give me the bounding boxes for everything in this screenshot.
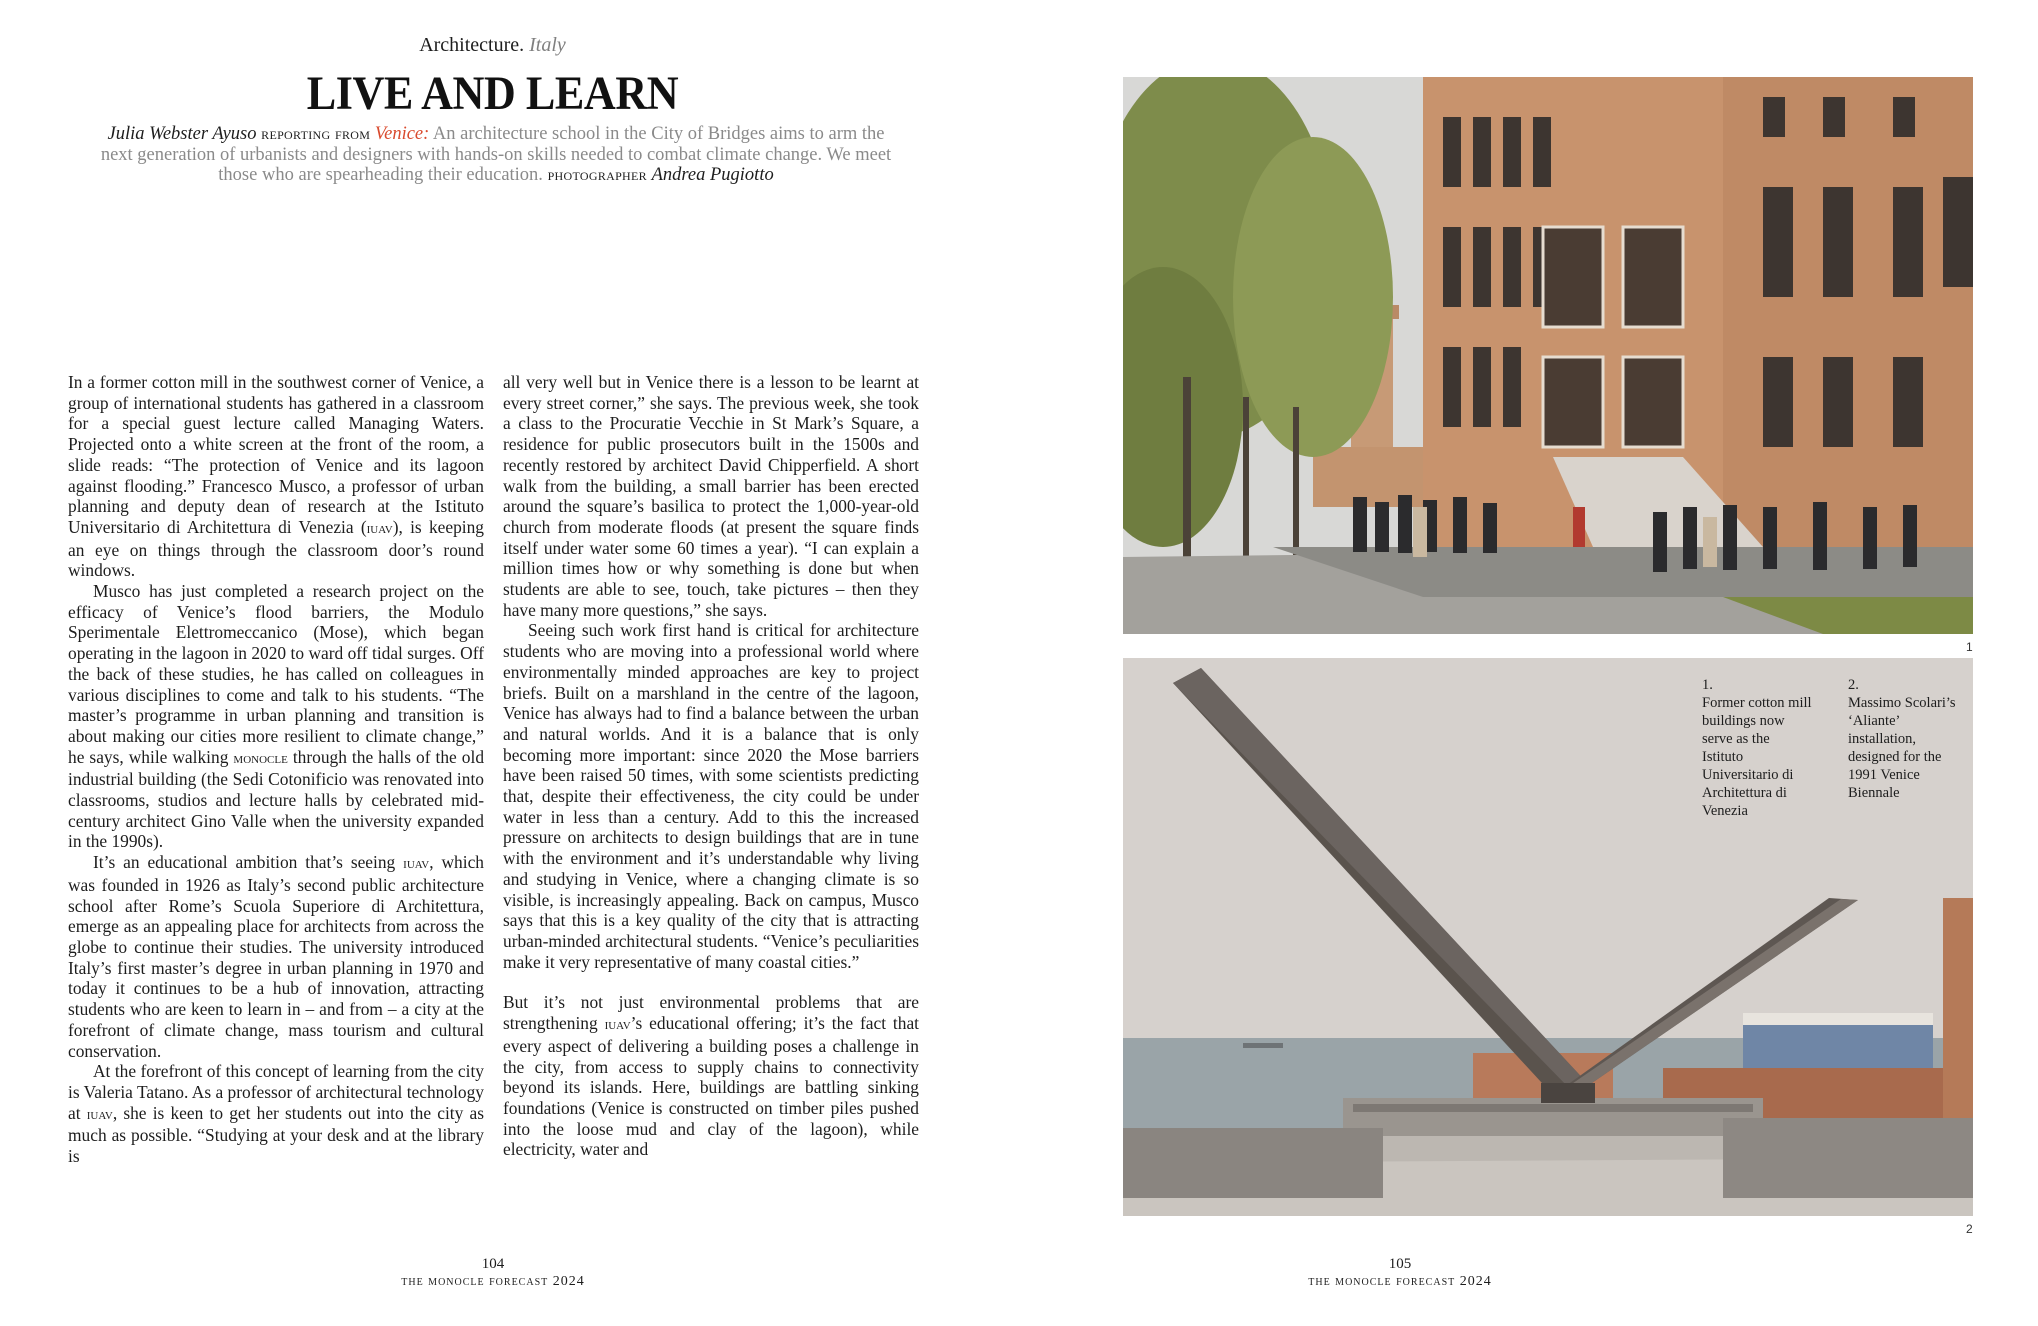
photo-cotton-mill-campus — [1123, 77, 1973, 634]
author-name: Julia Webster Ayuso — [107, 124, 257, 144]
caption-text: Former cotton mill buildings now serve as the Istituto Universitario di Architettura di Venezia — [1702, 695, 1812, 819]
section-kicker — [0, 34, 985, 57]
abbr-iuav: iuav — [604, 1016, 631, 1034]
right-page — [1019, 0, 2038, 1326]
photo-number-2: 2 — [1966, 1222, 1973, 1236]
caption-text: Massimo Scolari’s ‘Aliante’ installation, designed for the 1991 Venice Biennale — [1848, 695, 1956, 801]
photo-caption-2 — [1848, 676, 1960, 802]
folio-left — [328, 1256, 658, 1290]
folio-right — [1235, 1256, 1565, 1290]
body-column-1 — [68, 372, 484, 1167]
photo-caption-1 — [1702, 676, 1814, 820]
magazine-title: the monocle forecast 2024 — [401, 1274, 585, 1289]
standfirst — [92, 124, 900, 186]
magazine-title: the monocle forecast 2024 — [1308, 1274, 1492, 1289]
section-label: Architecture. — [419, 34, 525, 56]
paragraph: Seeing such work first hand is critical for architecture students who are moving into a professional world where environmentally minded approaches are key to project briefs. Built on a marshland in the centre of the lagoon, Venice has always had to find a balance between the urban and natural worlds. And it is a balance that is only becoming more important: since 2020 the Mose barriers have been raised 50 times, with some scientists predicting that, despite their effectiveness, the city could be under water in less than a century. Add to this the increased pressure on architects to design buildings that are in tune with the environment and it’s understandable why living and studying in Venice, where a changing climate is so visible, is increasingly appealing. Back on campus, Musco says that this is a key quality of the city that is attracting urban-minded architectural students. “Venice’s peculiarities make it very representative of many coastal cities.” — [503, 620, 919, 972]
abbr-iuav: iuav — [403, 855, 430, 873]
paragraph: At the forefront of this concept of learning from the city is Valeria Tatano. As a professor of architectural technology at iuav, she is keen to get her students out into the city as much as possible. “Studying at your desk and at the library is — [68, 1061, 484, 1167]
standfirst-text: An architecture school in the City of Bridges aims to arm the next generation of urbanists and designers with hands-on skills needed to combat climate change. We meet those who are spearheading their education. — [100, 124, 892, 185]
page-number: 104 — [481, 1256, 505, 1272]
paragraph: It’s an educational ambition that’s seeing iuav, which was founded in 1926 as Italy’s second public architecture school after Rome’s Scuola Superiore di Architettura, emerge as an appealing place for architects from across the globe to continue their studies. The university introduced Italy’s first master’s degree in urban planning in 1970 and today it continues to be a hub of innovation, attracting students who are keen to learn in – and from – a city at the forefront of climate change, mass tourism and cultural conservation. — [68, 852, 484, 1061]
paragraph: Musco has just completed a research project on the efficacy of Venice’s flood barriers, the Modulo Sperimentale Elettromeccanico (Mose), which began operating in the lagoon in 2020 to ward off tidal surges. Off the back of these studies, he has called on colleagues in various disciplines to come and talk to his students. “The master’s programme in urban planning and transition is about making our cities more resilient to climate change,” he says, while walking monocle through the halls of the old industrial building (the Sedi Cotonificio was renovated into classrooms, studios and lecture halls by celebrated mid-century architect Gino Valle when the university expanded in the 1990s). — [68, 581, 485, 852]
abbr-iuav: iuav — [86, 1105, 113, 1123]
article-headline: LIVE AND LEARN — [306, 67, 679, 120]
photographer-label: photographer — [547, 165, 647, 184]
photo-aliante-installation — [1123, 658, 1973, 1216]
caption-number: 2. — [1848, 677, 1859, 693]
body-column-2 — [503, 372, 919, 1160]
reporting-from-label: reporting from — [261, 124, 371, 143]
abbr-iuav: iuav — [366, 519, 393, 537]
paragraph: In a former cotton mill in the southwest corner of Venice, a group of international students has gathered in a classroom for a special guest lecture called Managing Waters. Projected onto a white screen at the front of the room, a slide reads: “The protection of Venice and its lagoon against flooding.” Francesco Musco, a professor of urban planning and deputy dean of research at the Istituto Universitario di Architettura di Venezia (iuav), is keeping an eye on things through the classroom door’s round windows. — [68, 372, 484, 581]
page-number: 105 — [1388, 1256, 1412, 1272]
paragraph: all very well but in Venice there is a lesson to be learnt at every street corner,” she says. The previous week, she took a class to the Procuratie Vecchie in St Mark’s Square, a residence for public prosecutors built in the 1500s and recently restored by architect David Chipperfield. A short walk from the building, a small barrier has been erected around the square’s basilica to protect the 1,000-year-old church from moderate floods (at present the square finds itself under water some 60 times a year). “I can explain a million times how or why something is done but when students are able to see, touch, take pictures – then they have many more questions,” she says. — [503, 372, 919, 620]
section-location: Italy — [529, 34, 566, 56]
dateline-city: Venice: — [374, 124, 430, 144]
caption-number: 1. — [1702, 677, 1713, 693]
photographer-name: Andrea Pugiotto — [651, 165, 774, 185]
photo-number-1: 1 — [1966, 640, 1973, 654]
paragraph: But it’s not just environmental problems that are strengthening iuav’s educational offering; it’s the fact that every aspect of delivering a building poses a challenge in the city, from access to supply chains to connectivity beyond its islands. Here, buildings are battling sinking foundations (Venice is constructed on timber piles pushed into the loose mud and clay of the lagoon), while electricity, water and — [503, 992, 920, 1160]
brand-monocle: monocle — [233, 749, 288, 767]
